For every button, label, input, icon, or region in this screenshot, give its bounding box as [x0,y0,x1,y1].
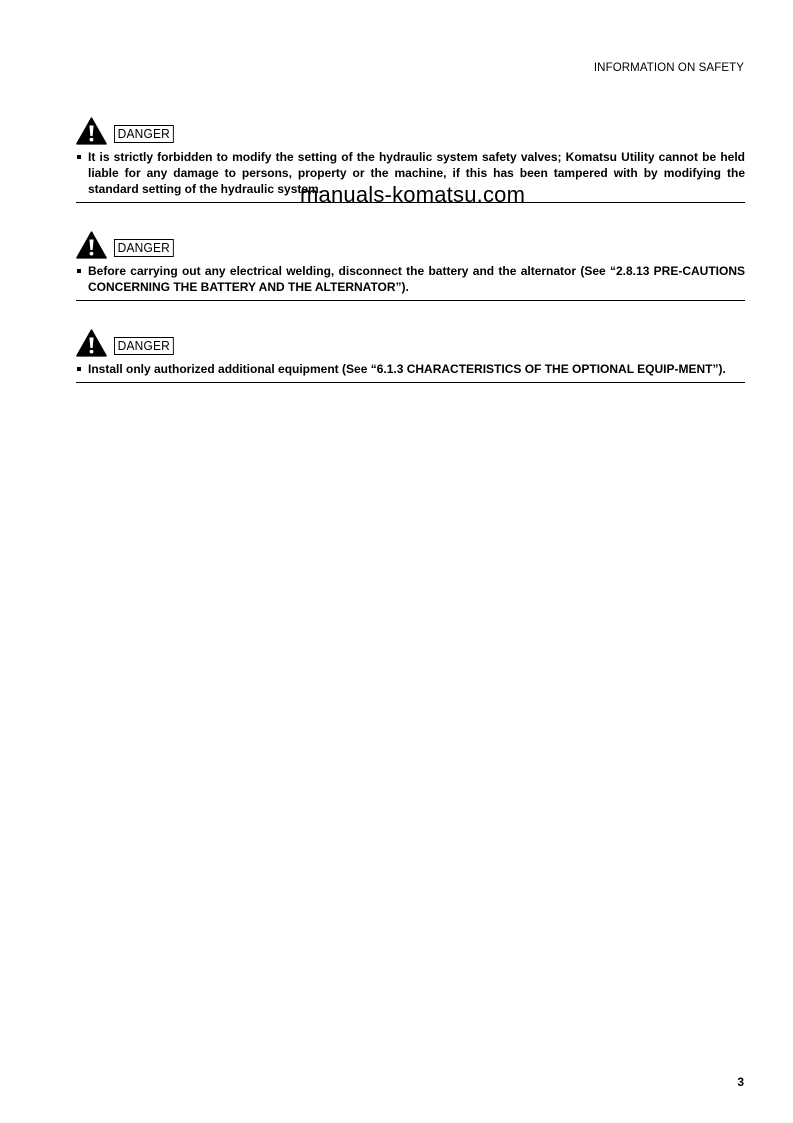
notice-body [76,263,745,300]
notice-body [76,361,745,382]
warning-triangle-icon [76,231,107,259]
danger-notice [76,230,745,301]
warning-triangle-icon [76,117,107,145]
bullet-icon [77,367,81,371]
notice-text: Install only authorized additional equipment (See “6.1.3 CHARACTERISTICS OF THE OPTIONAL EQUIP-MENT”). [88,362,726,376]
notice-heading [76,116,745,146]
danger-notice [76,328,745,383]
warning-triangle-icon [76,329,107,357]
page-header-title: INFORMATION ON SAFETY [593,62,744,74]
notice-heading [76,230,745,260]
notice-text: It is strictly forbidden to modify the setting of the hydraulic system safety valves; Komatsu Utility cannot be held liable for any damage to persons, property or the machine, if this has been tampered with by modifying the standard setting of the hydraulic system. [88,150,745,196]
danger-label: DANGER [114,125,174,143]
danger-label: DANGER [114,239,174,257]
danger-label: DANGER [114,337,174,355]
notice-text: Before carrying out any electrical welding, disconnect the battery and the alternator (See “2.8.13 PRE-CAUTIONS CONCERNING THE BATTERY AND THE ALTERNATOR”). [88,264,745,294]
watermark-text: manuals-komatsu.com [300,182,526,207]
notice-heading [76,328,745,358]
bullet-icon [77,269,81,273]
bullet-icon [77,155,81,159]
page-number: 3 [737,1075,744,1089]
